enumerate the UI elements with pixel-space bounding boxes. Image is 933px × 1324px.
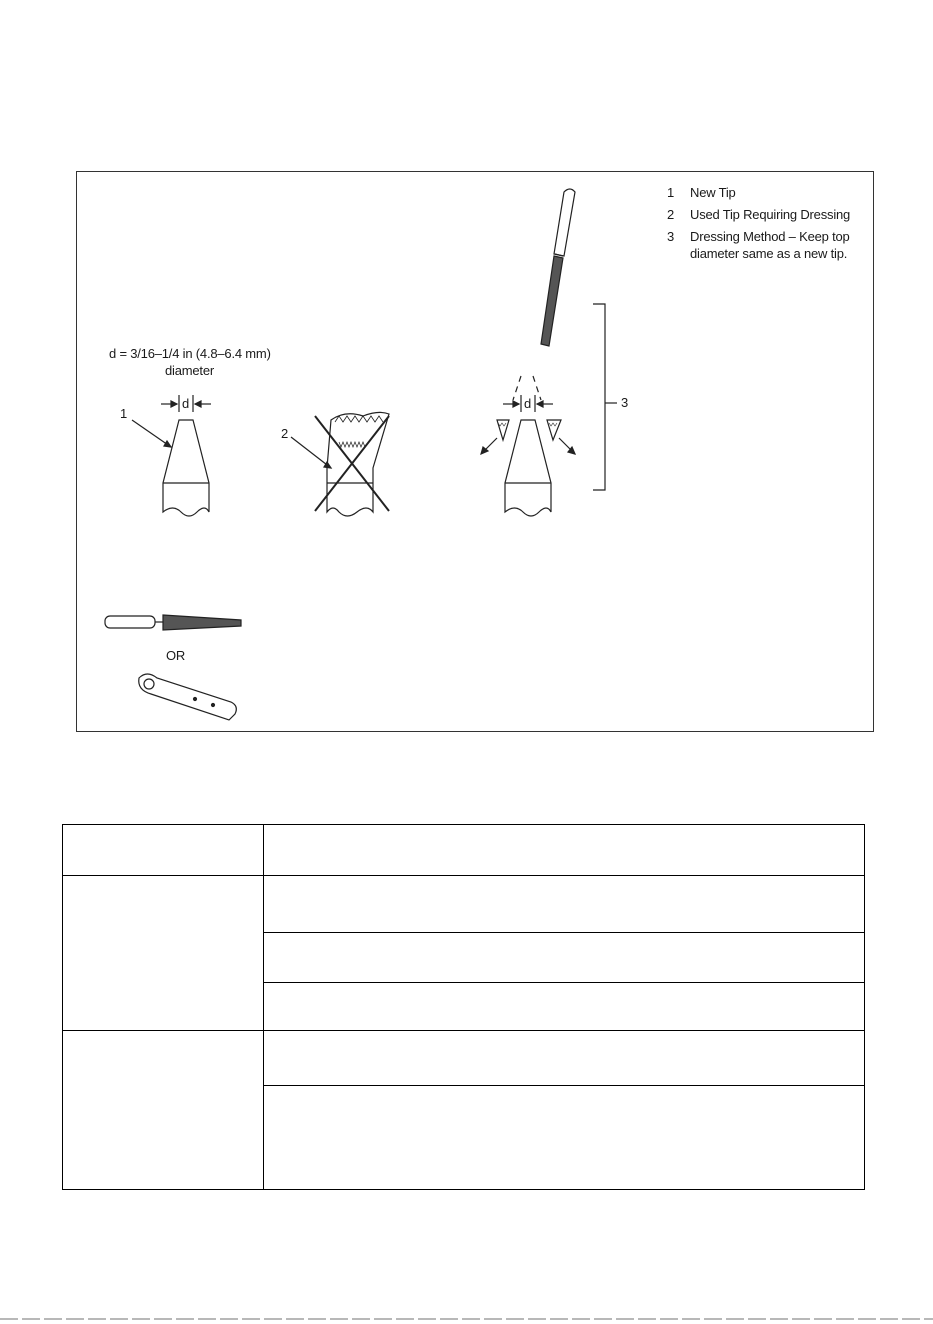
- callout-1: 1: [120, 406, 128, 421]
- or-label: OR: [166, 648, 186, 663]
- legend-text: Used Tip Requiring Dressing: [690, 207, 851, 222]
- legend-text: New Tip: [690, 185, 736, 200]
- legend-number: 1: [667, 185, 675, 200]
- new-tip-drawing: [132, 395, 211, 516]
- table-cell: [63, 825, 263, 875]
- callout-3: 3: [621, 395, 629, 410]
- legend-number: 3: [667, 229, 675, 244]
- table-cell: [264, 983, 864, 1030]
- callout-2: 2: [281, 426, 289, 441]
- table-cell: [264, 876, 864, 932]
- content-table: [62, 824, 865, 1190]
- legend-text: Dressing Method – Keep top diameter same as a new tip.: [690, 229, 850, 261]
- table-cell: [264, 933, 864, 982]
- table-cell: [264, 1086, 864, 1189]
- d-label-tip1: d: [182, 396, 190, 411]
- diameter-spec-line1: d = 3/16–1/4 in (4.8–6.4 mm): [109, 346, 271, 361]
- figure-frame: [76, 171, 874, 732]
- legend-item-2: [667, 206, 860, 223]
- wrench-drawing: [139, 674, 237, 720]
- used-tip-drawing: [291, 412, 389, 516]
- table-cell: [63, 876, 263, 1030]
- table-cell: [264, 1031, 864, 1085]
- footer-rule: [0, 1318, 933, 1320]
- legend-item-3: [667, 228, 860, 262]
- small-file-drawing: [105, 615, 241, 630]
- diameter-spec-line2: diameter: [165, 363, 214, 378]
- legend-number: 2: [667, 207, 675, 222]
- table-cell: [264, 825, 864, 875]
- d-label-tip3: d: [524, 396, 532, 411]
- figure-legend: [667, 184, 860, 267]
- legend-item-1: [667, 184, 860, 201]
- table-cell: [63, 1031, 263, 1189]
- file-tool-drawing: [541, 189, 575, 346]
